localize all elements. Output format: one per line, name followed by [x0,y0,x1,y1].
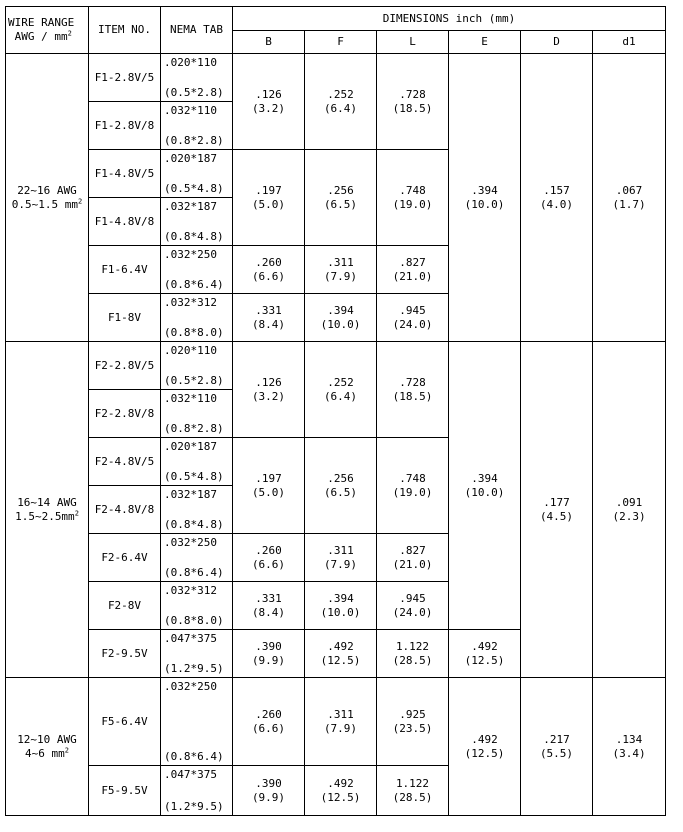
dim-b [233,766,305,816]
dim-f-mm: (12.5) [320,653,361,667]
nema-tab-inch: .032*250 [164,536,217,549]
item-no: F2-4.8V/5 [89,438,161,486]
dim-l-mm: (23.5) [392,721,433,735]
dim-l [377,630,449,678]
dim-b-mm: (5.0) [251,485,286,499]
dim-l [377,582,449,630]
dim-l [377,342,449,438]
nema-tab-inch: .032*250 [164,248,217,261]
dim-l [377,534,449,582]
header-item-no: ITEM NO. [89,7,161,54]
dim-d-mm: (5.5) [539,746,574,760]
dim-l-mm: (18.5) [392,101,433,115]
dim-d1-mm: (1.7) [612,197,646,211]
dim-f-inch: .394 [327,591,354,605]
dim-f-mm: (6.4) [323,389,358,403]
nema-tab [161,198,233,246]
nema-tab [161,486,233,534]
dim-f [305,678,377,766]
nema-tab [161,150,233,198]
dim-f-inch: .252 [327,375,354,389]
dim-d [521,54,593,342]
nema-tab-inch: .032*312 [164,296,217,309]
dim-l-inch: .748 [399,183,426,197]
nema-tab-mm: (0.5*4.8) [164,470,224,483]
dim-b-inch: .197 [255,471,282,485]
dim-f-inch: .256 [327,183,354,197]
nema-tab-mm: (0.8*4.8) [164,230,224,243]
dim-b-mm: (9.9) [251,790,286,804]
dim-l-mm: (28.5) [392,653,433,667]
header-col-b: B [233,31,305,54]
dim-e-inch: .394 [471,183,498,197]
item-no: F5-9.5V [89,766,161,816]
dim-b-mm: (6.6) [251,557,286,571]
dim-b [233,150,305,246]
table-row [6,678,666,766]
dim-l [377,438,449,534]
dim-b-inch: .260 [255,543,282,557]
nema-tab [161,390,233,438]
dim-f-mm: (10.0) [320,605,361,619]
dim-b-inch: .331 [255,303,282,317]
dim-l-mm: (21.0) [392,557,433,571]
dim-f-inch: .256 [327,471,354,485]
dim-f [305,630,377,678]
dim-l-mm: (19.0) [392,197,433,211]
dim-d [521,678,593,816]
dim-l-inch: .728 [399,87,426,101]
dim-b [233,630,305,678]
dim-l-inch: 1.122 [395,776,430,790]
nema-tab [161,54,233,102]
dim-b-mm: (3.2) [251,389,286,403]
dim-l-inch: .925 [399,707,426,721]
dim-b [233,54,305,150]
dim-b [233,342,305,438]
wire-range-cell [6,678,89,816]
dim-e [449,630,521,678]
dim-l-inch: .748 [399,471,426,485]
dim-f-mm: (6.5) [323,485,358,499]
dim-f-mm: (7.9) [323,557,358,571]
dim-b [233,678,305,766]
table-row [6,54,666,102]
nema-tab-inch: .032*187 [164,200,217,213]
dim-l-inch: 1.122 [395,639,430,653]
dim-l [377,766,449,816]
wire-range-sup: 2 [78,196,83,205]
dimensions-table [5,6,666,816]
nema-tab [161,534,233,582]
dim-e-mm: (10.0) [464,197,505,211]
nema-tab-mm: (1.2*9.5) [164,662,224,675]
header-wire-range-line1: WIRE RANGE [8,16,75,29]
dim-f-inch: .492 [327,639,354,653]
nema-tab [161,102,233,150]
nema-tab [161,582,233,630]
nema-tab [161,630,233,678]
dim-f-mm: (12.5) [320,790,361,804]
dim-l [377,294,449,342]
nema-tab-inch: .020*187 [164,440,217,453]
nema-tab [161,766,233,816]
nema-tab-mm: (0.8*6.4) [164,278,224,291]
nema-tab-inch: .032*312 [164,584,217,597]
dim-b-mm: (8.4) [251,317,286,331]
dim-d1-inch: .134 [615,732,643,746]
table-row [6,342,666,390]
wire-range-mm: 4~6 mm [25,746,65,760]
dim-b-inch: .390 [255,639,282,653]
dim-b-inch: .260 [255,255,282,269]
dim-b-inch: .197 [255,183,282,197]
dim-d1-mm: (2.3) [612,509,646,523]
nema-tab [161,342,233,390]
item-no: F1-6.4V [89,246,161,294]
nema-tab-inch: .020*110 [164,56,217,69]
dim-f-inch: .394 [327,303,354,317]
dim-l-mm: (18.5) [392,389,433,403]
dim-b-inch: .390 [255,776,282,790]
nema-tab-mm: (1.2*9.5) [164,800,224,813]
item-no: F1-8V [89,294,161,342]
dim-d1 [593,342,666,678]
dim-f-mm: (6.5) [323,197,358,211]
dim-l-mm: (24.0) [392,317,433,331]
dim-e-inch: .394 [471,471,498,485]
dim-b [233,534,305,582]
dim-d-inch: .177 [543,495,570,509]
wire-range-awg: 16~14 AWG [17,495,77,509]
dim-b-mm: (5.0) [251,197,286,211]
header-wire-range [6,7,89,54]
nema-tab-mm: (0.5*2.8) [164,86,224,99]
item-no: F5-6.4V [89,678,161,766]
wire-range-mm: 1.5~2.5mm [15,509,75,523]
dim-l-mm: (24.0) [392,605,433,619]
header-dimensions: DIMENSIONS inch (mm) [233,7,666,31]
wire-range-awg: 22~16 AWG [17,183,77,197]
dim-b-inch: .331 [255,591,282,605]
dim-f [305,294,377,342]
dim-f-inch: .492 [327,776,354,790]
nema-tab-mm: (0.8*2.8) [164,422,224,435]
nema-tab-inch: .047*375 [164,632,217,645]
item-no: F1-2.8V/8 [89,102,161,150]
dim-l-inch: .945 [399,591,426,605]
item-no: F2-9.5V [89,630,161,678]
wire-range-sup: 2 [74,508,79,517]
dim-b-mm: (9.9) [251,653,286,667]
dim-b-inch: .126 [255,375,282,389]
dim-b [233,582,305,630]
dim-d [521,342,593,678]
dim-e-inch: .492 [471,732,498,746]
wire-range-mm: 0.5~1.5 mm [11,197,78,211]
dim-f-inch: .252 [327,87,354,101]
dim-d1 [593,54,666,342]
dim-l-inch: .945 [399,303,426,317]
wire-range-sup: 2 [64,745,69,754]
nema-tab-inch: .020*187 [164,152,217,165]
wire-range-cell [6,54,89,342]
dim-f [305,54,377,150]
wire-range-cell [6,342,89,678]
dim-b-inch: .126 [255,87,282,101]
header-col-l: L [377,31,449,54]
nema-tab [161,246,233,294]
dim-l-mm: (19.0) [392,485,433,499]
item-no: F1-2.8V/5 [89,54,161,102]
dim-b-mm: (6.6) [251,269,286,283]
dim-l-mm: (28.5) [392,790,433,804]
nema-tab-inch: .032*110 [164,392,217,405]
nema-tab-mm: (0.8*4.8) [164,518,224,531]
nema-tab-mm: (0.8*8.0) [164,614,224,627]
dim-d1-inch: .067 [615,183,643,197]
item-no: F2-8V [89,582,161,630]
header-wire-range-line2: AWG / mm [14,30,68,43]
header-wire-range-sup: 2 [67,29,72,38]
dim-d-mm: (4.5) [539,509,574,523]
dim-f [305,582,377,630]
dim-e [449,342,521,630]
dim-d1-inch: .091 [615,495,643,509]
header-col-d: D [521,31,593,54]
item-no: F2-2.8V/8 [89,390,161,438]
dim-b-mm: (8.4) [251,605,286,619]
dim-b [233,294,305,342]
dim-f-mm: (10.0) [320,317,361,331]
dim-f-inch: .311 [327,255,354,269]
nema-tab-inch: .047*375 [164,768,217,781]
dim-l [377,678,449,766]
dim-b [233,246,305,294]
nema-tab-mm: (0.8*6.4) [164,566,224,579]
dim-f-mm: (7.9) [323,721,358,735]
dim-f-inch: .311 [327,707,354,721]
dim-e-inch: .492 [471,639,498,653]
dim-f [305,246,377,294]
nema-tab-inch: .032*110 [164,104,217,117]
dim-l [377,246,449,294]
header-col-f: F [305,31,377,54]
nema-tab-inch: .032*187 [164,488,217,501]
dim-b-mm: (6.6) [251,721,286,735]
dim-l-inch: .728 [399,375,426,389]
header-col-e: E [449,31,521,54]
item-no: F1-4.8V/5 [89,150,161,198]
header-col-d1: d1 [593,31,666,54]
dim-f [305,438,377,534]
dim-l-mm: (21.0) [392,269,433,283]
dim-d1 [593,678,666,816]
nema-tab [161,678,233,766]
header-nema-tab: NEMA TAB [161,7,233,54]
dim-l [377,54,449,150]
dim-b-inch: .260 [255,707,282,721]
wire-range-awg: 12~10 AWG [17,732,77,746]
nema-tab-mm: (0.8*2.8) [164,134,224,147]
item-no: F1-4.8V/8 [89,198,161,246]
dim-f-mm: (6.4) [323,101,358,115]
dim-e-mm: (12.5) [464,746,505,760]
dim-f [305,534,377,582]
dim-f-inch: .311 [327,543,354,557]
dim-l [377,150,449,246]
nema-tab-mm: (0.5*2.8) [164,374,224,387]
nema-tab-mm: (0.8*8.0) [164,326,224,339]
item-no: F2-2.8V/5 [89,342,161,390]
nema-tab [161,438,233,486]
nema-tab-mm: (0.8*6.4) [164,750,224,763]
dim-b-mm: (3.2) [251,101,286,115]
nema-tab-mm: (0.5*4.8) [164,182,224,195]
dim-e [449,678,521,816]
dim-f [305,150,377,246]
nema-tab [161,294,233,342]
dim-f [305,342,377,438]
nema-tab-inch: .020*110 [164,344,217,357]
dim-l-inch: .827 [399,255,426,269]
dim-f [305,766,377,816]
dim-e-mm: (12.5) [464,653,505,667]
dim-e-mm: (10.0) [464,485,505,499]
item-no: F2-4.8V/8 [89,486,161,534]
dim-l-inch: .827 [399,543,426,557]
dim-d1-mm: (3.4) [612,746,646,760]
dim-d-mm: (4.0) [539,197,574,211]
dim-d-inch: .217 [543,732,570,746]
nema-tab-inch: .032*250 [164,680,217,693]
dim-e [449,54,521,342]
item-no: F2-6.4V [89,534,161,582]
dim-b [233,438,305,534]
dim-f-mm: (7.9) [323,269,358,283]
dim-d-inch: .157 [543,183,570,197]
